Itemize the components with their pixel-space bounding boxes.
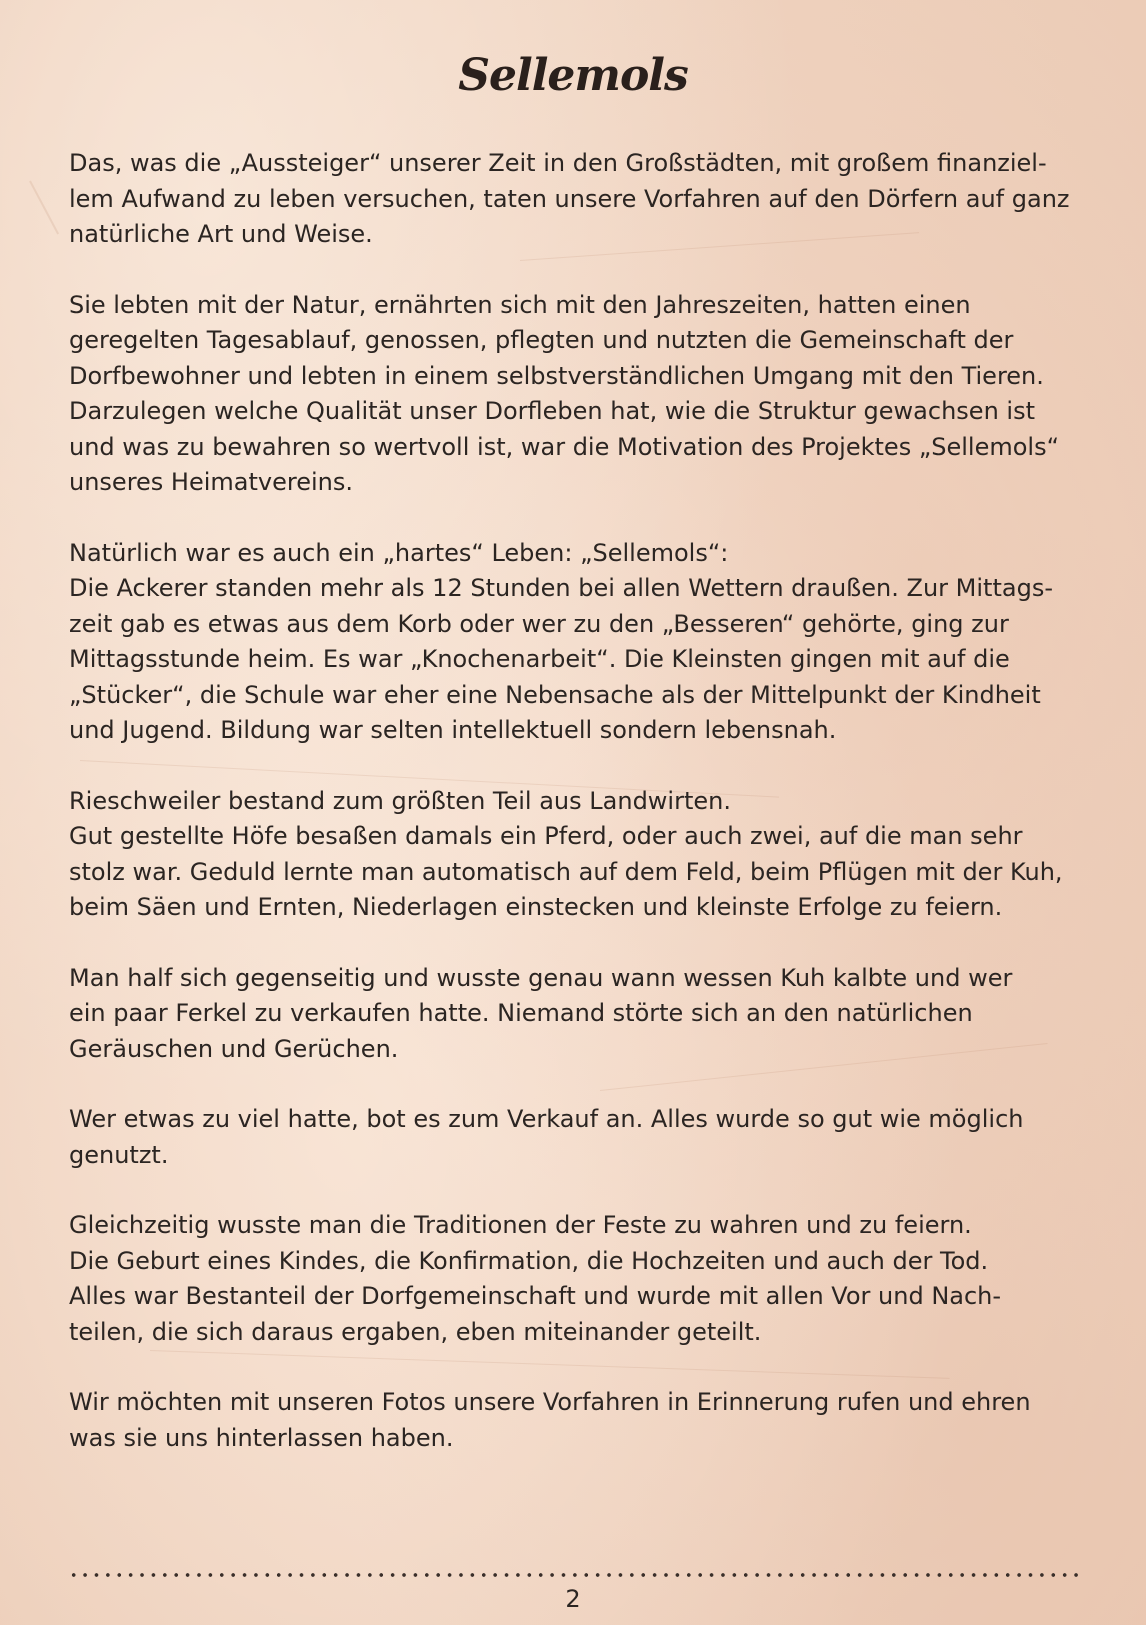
text-line: Rieschweiler bestand zum größten Teil aus Landwirten. (69, 786, 731, 815)
paragraph (69, 1102, 1079, 1173)
text-line: geregelten Tagesablauf, genossen, pflegten und nutzten die Gemeinschaft der (69, 326, 1014, 354)
text-line: Das, was die „Aussteiger“ unserer Zeit in den Großstädten, mit großem finanziel- (69, 149, 1047, 177)
text-line: und Jugend. Bildung war selten intellektuell sondern lebensnah. (69, 716, 837, 744)
text-line: stolz war. Geduld lernte man automatisch auf dem Feld, beim Pflügen mit der Kuh, (69, 857, 1063, 886)
text-line: lem Aufwand zu leben versuchen, taten unsere Vorfahren auf den Dörfern auf ganz (69, 184, 1070, 213)
paper-crease (29, 181, 59, 235)
text-line: „Stücker“, die Schule war eher eine Nebensache als der Mittelpunkt der Kindheit (69, 680, 1041, 709)
text-line: teilen, die sich daraus ergaben, eben miteinander geteilt. (69, 1317, 762, 1346)
text-line: Geräuschen und Gerüchen. (69, 1034, 399, 1063)
paragraph (69, 146, 1079, 253)
text-line: Sie lebten mit der Natur, ernährten sich mit den Jahreszeiten, hatten einen (69, 290, 971, 319)
text-line: zeit gab es etwas aus dem Korb oder wer zu den „Besseren“ gehörte, ging zur (69, 609, 1009, 638)
text-line: Darzulegen welche Qualität unser Dorfleben hat, wie die Struktur gewachsen ist (69, 397, 1035, 425)
text-line: Die Geburt eines Kindes, die Konfirmation, die Hochzeiten und auch der Tod. (69, 1246, 989, 1275)
text-line: Man half sich gegenseitig und wusste genau wann wessen Kuh kalbte und wer (69, 963, 1013, 992)
text-line: und was zu bewahren so wertvoll ist, war die Motivation des Projektes „Sellemols“ (69, 432, 1060, 461)
text-line: beim Säen und Ernten, Niederlagen einstecken und kleinste Erfolge zu feiern. (69, 893, 1003, 921)
paragraph (69, 288, 1079, 501)
paragraph (69, 961, 1079, 1068)
text-line: Wir möchten mit unseren Fotos unsere Vorfahren in Erinnerung rufen und ehren (69, 1388, 1031, 1416)
paragraph (69, 784, 1079, 926)
text-line: Wer etwas zu viel hatte, bot es zum Verkauf an. Alles wurde so gut wie möglich (69, 1105, 1024, 1133)
text-line: Dorfbewohner und lebten in einem selbstverständlichen Umgang mit den Tieren. (69, 361, 1044, 390)
text-line: Alles war Bestanteil der Dorfgemeinschaft und wurde mit allen Vor und Nach- (69, 1282, 1002, 1310)
text-line: ein paar Ferkel zu verkaufen hatte. Niemand störte sich an den natürlichen (69, 999, 973, 1027)
article-body (69, 146, 1079, 1491)
text-line: Gut gestellte Höfe besaßen damals ein Pferd, oder auch zwei, auf die man sehr (69, 822, 1023, 850)
text-line: natürliche Art und Weise. (69, 220, 373, 248)
text-line: Mittagsstunde heim. Es war „Knochenarbeit“. Die Kleinsten gingen mit auf die (69, 645, 1010, 673)
text-line: was sie uns hinterlassen haben. (69, 1423, 454, 1452)
paragraph (69, 1385, 1079, 1456)
dotted-divider (68, 1572, 1078, 1578)
page-number: 2 (565, 1585, 581, 1613)
text-line: Die Ackerer standen mehr als 12 Stunden bei allen Wettern draußen. Zur Mittags- (69, 574, 1053, 602)
text-line: Natürlich war es auch ein „hartes“ Leben: „Sellemols“: (69, 538, 729, 567)
text-line: genutzt. (69, 1140, 169, 1169)
text-line: unseres Heimatvereins. (69, 468, 353, 496)
text-line: Gleichzeitig wusste man die Traditionen der Feste zu wahren und zu feiern. (69, 1211, 972, 1239)
page-title: Sellemols (458, 50, 688, 101)
paragraph (69, 1208, 1079, 1350)
paragraph (69, 536, 1079, 749)
